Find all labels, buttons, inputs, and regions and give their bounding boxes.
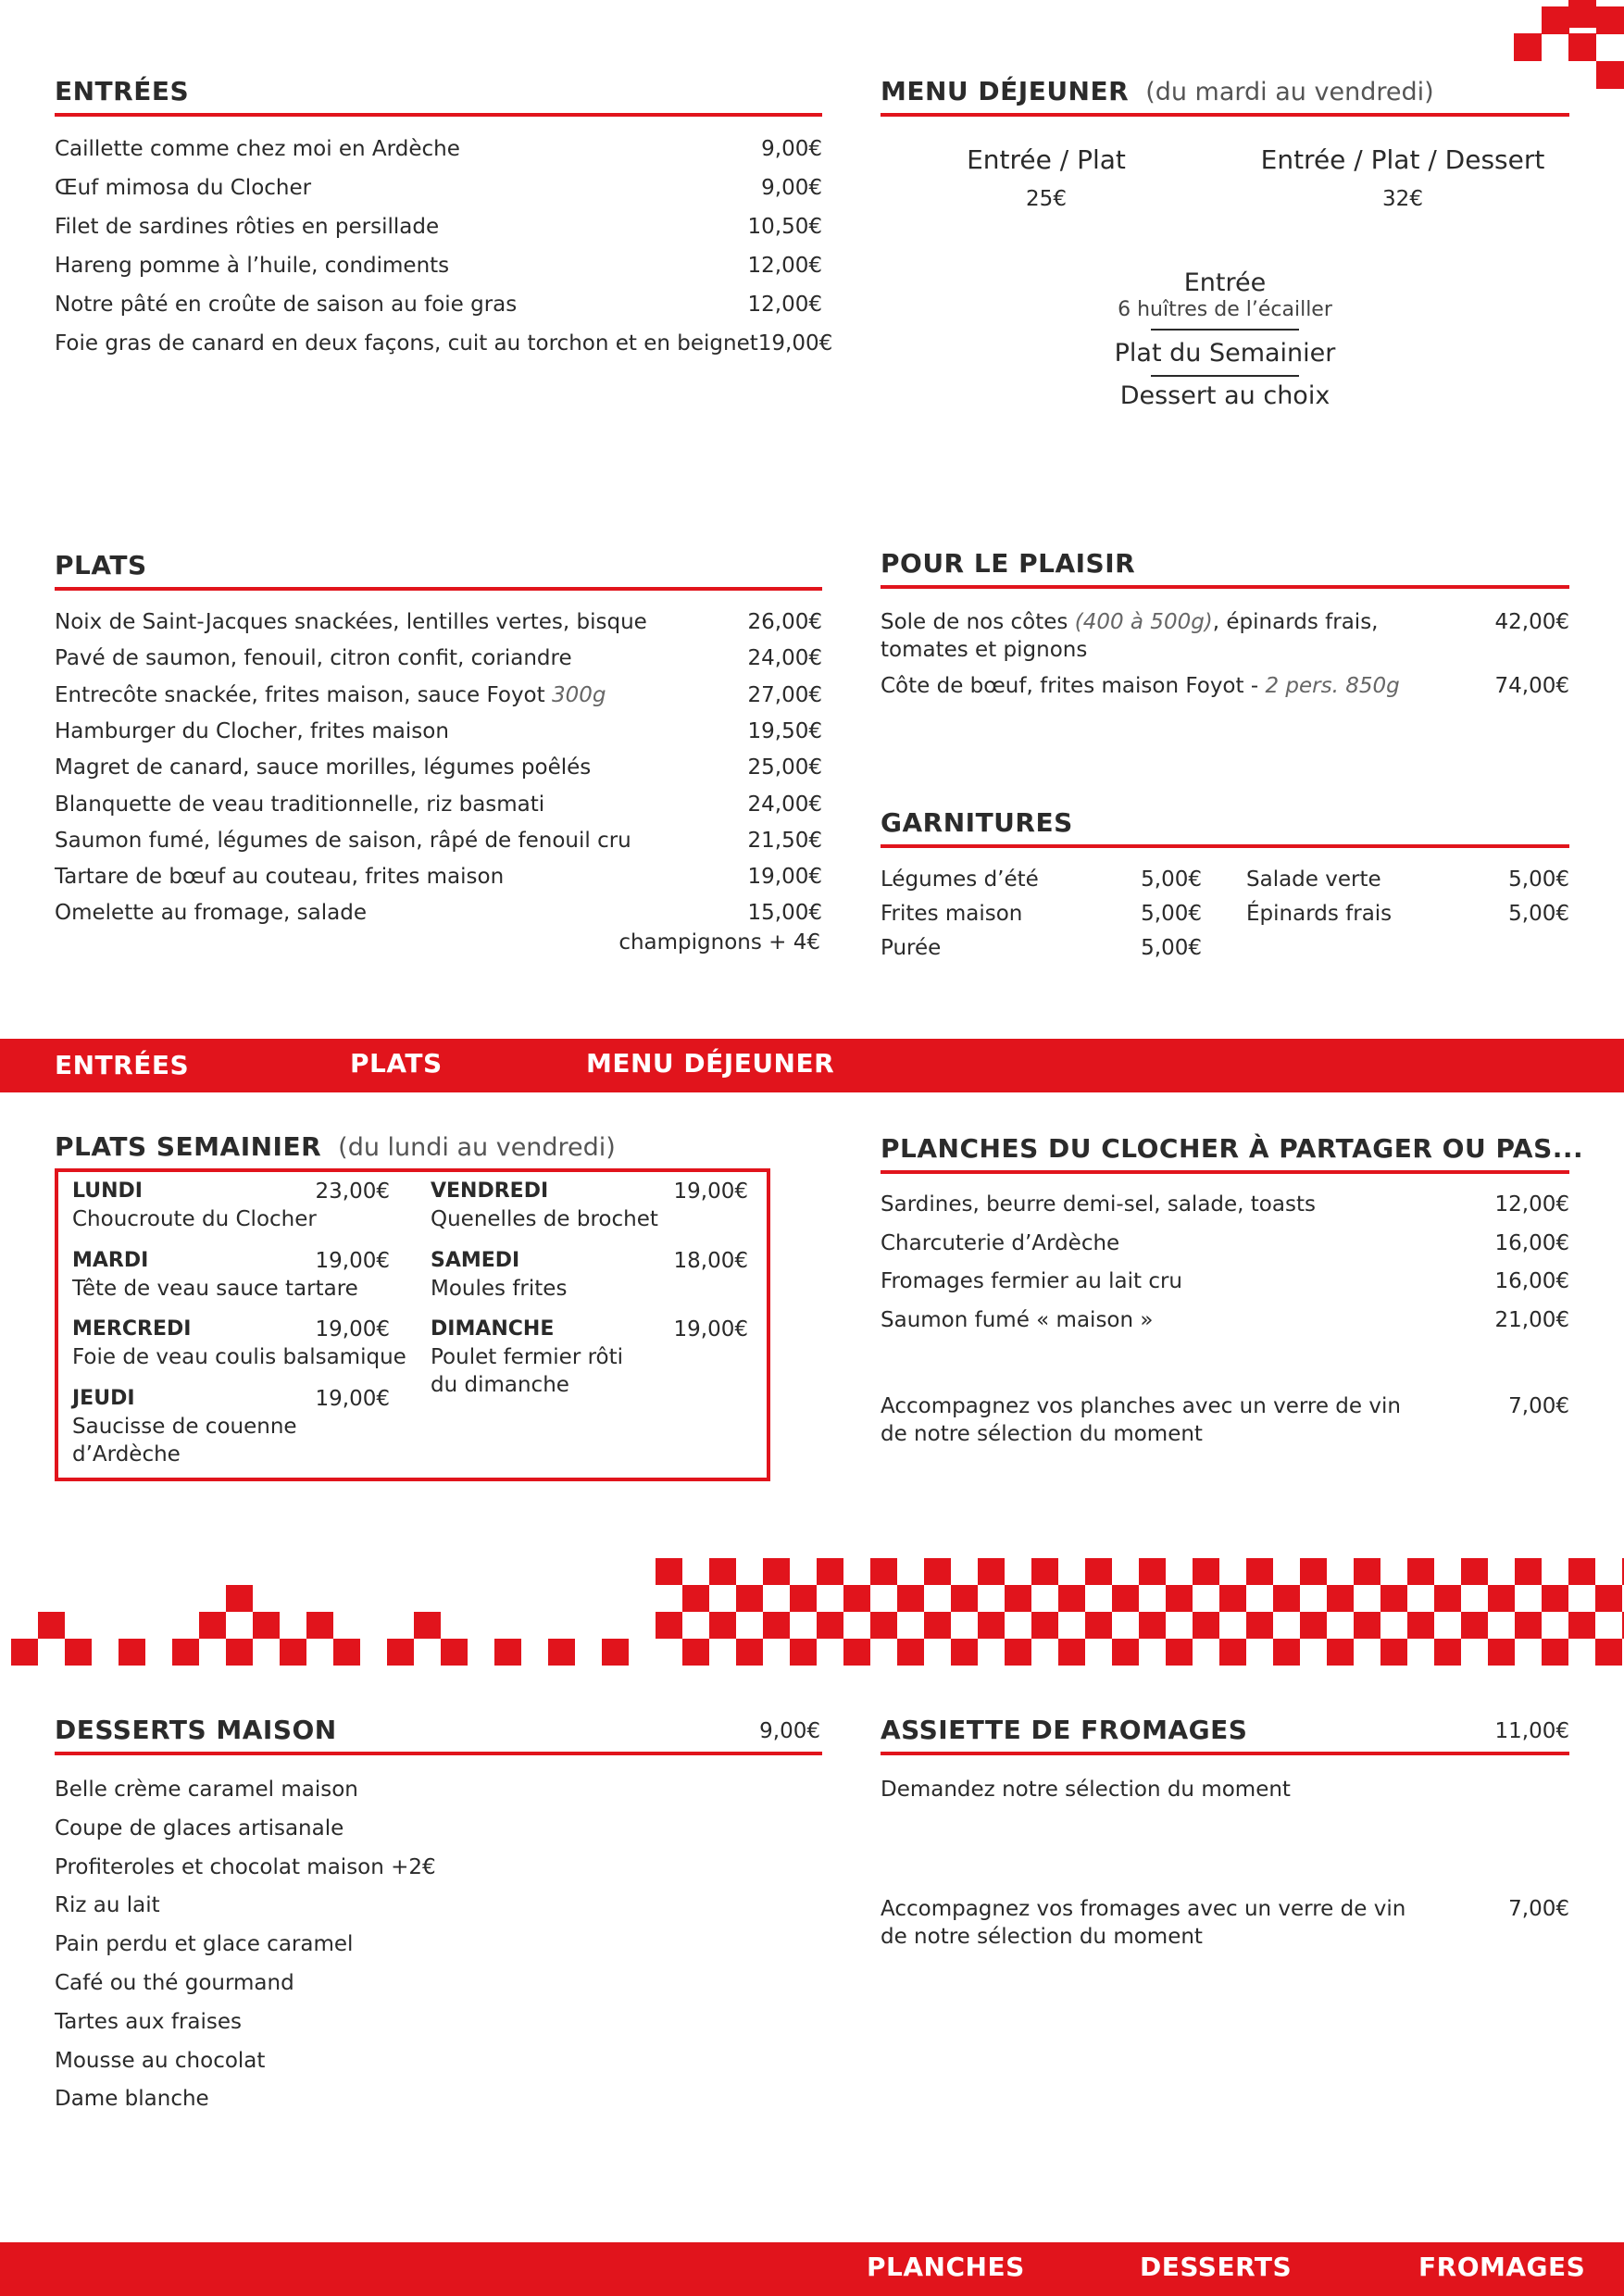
course-divider — [1151, 329, 1299, 331]
checker-square — [843, 1585, 870, 1612]
menu-item-row — [55, 863, 822, 891]
checker-square — [172, 1639, 199, 1666]
menu-item-name-text: Notre pâté en croûte de saison au foie gras — [55, 293, 518, 317]
course-divider — [1151, 375, 1299, 377]
menu-item-name — [881, 1191, 1316, 1218]
checker-square — [763, 1612, 790, 1639]
semainier-day-price: 18,00€ — [673, 1249, 748, 1273]
checker-square — [817, 1612, 843, 1639]
checker-square — [1219, 1585, 1246, 1612]
menu-item-name-text: Salade verte — [1246, 867, 1381, 892]
checker-square — [441, 1639, 468, 1666]
menu-item-name — [881, 934, 941, 962]
menu-item-name — [881, 900, 1022, 928]
menu-item-name — [55, 174, 311, 202]
menu-item-name-text: Caillette comme chez moi en Ardèche — [55, 137, 460, 161]
menu-item-price: 5,00€ — [1141, 902, 1202, 926]
formula-1-label: Entrée / Plat — [967, 144, 1126, 175]
menu-item-name-text: Sardines, beurre demi-sel, salade, toasts — [881, 1192, 1316, 1217]
checker-square — [548, 1639, 575, 1666]
dessert-item: Mousse au chocolat — [55, 2048, 266, 2073]
dessert-item: Profiteroles et chocolat maison +2€ — [55, 1854, 436, 1879]
nav-link-plats[interactable]: PLATS — [350, 1048, 443, 1079]
checker-square — [1380, 1585, 1407, 1612]
menu-item-price: 24,00€ — [747, 792, 822, 817]
plats-extra-note: champignons + 4€ — [618, 930, 820, 955]
checker-square — [387, 1639, 414, 1666]
menu-item-price: 27,00€ — [747, 682, 822, 707]
menu-item-name — [55, 827, 631, 855]
menu-item-price: 12,00€ — [747, 254, 822, 278]
checker-square — [1461, 1558, 1488, 1585]
checker-square — [1407, 1558, 1434, 1585]
menu-item-row — [55, 827, 822, 855]
menu-item-row — [55, 213, 822, 241]
checker-square — [1596, 61, 1624, 89]
menu-item-price: 16,00€ — [1494, 1230, 1569, 1255]
menu-item-name — [55, 644, 572, 672]
course-dessert: Dessert au choix — [1119, 381, 1330, 410]
checker-square — [38, 1612, 65, 1639]
semainier-day-name: VENDREDI — [431, 1179, 549, 1203]
menu-item-price: 26,00€ — [747, 610, 822, 634]
menu-item-price: 19,50€ — [747, 718, 822, 743]
menu-item-price: 12,00€ — [1494, 1192, 1569, 1217]
checker-square — [1058, 1585, 1085, 1612]
semainier-subtitle: (du lundi au vendredi) — [338, 1133, 616, 1162]
menu-item-name — [55, 718, 449, 745]
top-nav-band — [0, 1039, 1624, 1092]
menu-item-name-text: Légumes d’été — [881, 867, 1039, 892]
menu-dejeuner-title-text: MENU DÉJEUNER — [881, 76, 1130, 106]
checker-square — [843, 1639, 870, 1666]
menu-item-row — [55, 718, 822, 745]
menu-item-price: 19,00€ — [747, 865, 822, 890]
semainier-day-price: 19,00€ — [315, 1249, 390, 1273]
plaisir-item-1 — [881, 608, 1379, 664]
semainier-day — [72, 1247, 390, 1303]
semainier-day-name: MERCREDI — [72, 1317, 192, 1341]
semainier-day-dish: Choucroute du Clocher — [72, 1207, 317, 1231]
menu-item-name-text: Magret de canard, sauce morilles, légumes poêlés — [55, 755, 592, 780]
fromages-note: Demandez notre sélection du moment — [881, 1778, 1291, 1802]
checker-square — [1300, 1612, 1327, 1639]
checker-square — [1005, 1585, 1031, 1612]
menu-item-name — [1246, 866, 1381, 893]
checker-square — [951, 1639, 978, 1666]
menu-item-name-text: Blanquette de veau traditionnelle, riz basmati — [55, 792, 545, 817]
menu-item-name — [1246, 900, 1392, 928]
menu-item-row — [55, 791, 822, 818]
checker-square — [897, 1639, 924, 1666]
checker-square — [763, 1558, 790, 1585]
checker-square — [253, 1612, 280, 1639]
checker-square — [682, 1585, 709, 1612]
checker-square — [1031, 1558, 1058, 1585]
fromages-wine-line1: Accompagnez vos fromages avec un verre de vin — [881, 1897, 1406, 1921]
semainier-day — [72, 1316, 406, 1371]
fromages-wine-price: 7,00€ — [1508, 1897, 1569, 1921]
menu-item-price: 16,00€ — [1494, 1269, 1569, 1293]
checker-square — [1488, 1639, 1515, 1666]
menu-item-price: 21,50€ — [747, 828, 822, 853]
semainier-day-dish: Foie de veau coulis balsamique — [72, 1345, 406, 1369]
dessert-item: Tartes aux fraises — [55, 2009, 243, 2034]
menu-item-row — [55, 135, 822, 163]
checker-square — [1461, 1612, 1488, 1639]
menu-dejeuner-title — [881, 76, 1434, 106]
dessert-item: Café ou thé gourmand — [55, 1971, 294, 1995]
checker-square — [1327, 1585, 1354, 1612]
menu-item-row — [55, 252, 822, 280]
menu-item-price: 12,00€ — [747, 293, 822, 317]
semainier-day-dish: Poulet fermier rôti — [431, 1345, 624, 1369]
menu-item-name — [55, 754, 591, 781]
checker-square — [1434, 1639, 1461, 1666]
fromages-title: ASSIETTE DE FROMAGES — [881, 1715, 1248, 1745]
checker-square — [1031, 1612, 1058, 1639]
menu-item-name — [55, 899, 367, 927]
checker-square — [1354, 1612, 1380, 1639]
semainier-day-name: SAMEDI — [431, 1249, 520, 1272]
menu-item-row — [55, 330, 833, 357]
checker-square — [870, 1558, 897, 1585]
menu-item-name-text: Filet de sardines rôties en persillade — [55, 215, 440, 239]
menu-item-name — [881, 1306, 1153, 1334]
menu-item-name-text: Entrecôte snackée, frites maison, sauce Foyot — [55, 682, 545, 707]
checker-square — [226, 1639, 253, 1666]
plaisir-item-note: (400 à 500g) — [1074, 610, 1213, 634]
menu-item-row — [55, 899, 822, 927]
checker-square — [1568, 33, 1596, 61]
menu-item-name — [881, 1229, 1119, 1257]
semainier-title-text: PLATS SEMAINIER — [55, 1131, 322, 1162]
nav-link-desserts[interactable]: DESSERTS — [1140, 2252, 1293, 2282]
checker-square — [1542, 1639, 1568, 1666]
checker-square — [1085, 1558, 1112, 1585]
menu-item-price: 5,00€ — [1141, 936, 1202, 960]
plats-title: PLATS — [55, 550, 147, 580]
checker-square — [1246, 1612, 1273, 1639]
menu-item-price: 10,50€ — [747, 215, 822, 239]
menu-item-name — [55, 252, 449, 280]
semainier-day-dish: Tête de veau sauce tartare — [72, 1277, 358, 1301]
checker-square — [494, 1639, 521, 1666]
menu-item-price: 24,00€ — [747, 646, 822, 671]
menu-item-name-text: Charcuterie d’Ardèche — [881, 1230, 1120, 1255]
fromages-rule — [881, 1752, 1569, 1755]
semainier-day-price: 23,00€ — [315, 1179, 390, 1204]
desserts-rule — [55, 1752, 822, 1755]
planches-wine-price: 7,00€ — [1508, 1394, 1569, 1418]
menu-item-row — [881, 934, 1202, 962]
checker-square — [1139, 1612, 1166, 1639]
garnitures-title: GARNITURES — [881, 807, 1073, 838]
menu-item-name-text: Omelette au fromage, salade — [55, 901, 367, 926]
checker-square — [1273, 1585, 1300, 1612]
semainier-day-name: LUNDI — [72, 1179, 143, 1203]
checker-square — [656, 1612, 682, 1639]
menu-item-row — [55, 608, 822, 636]
menu-item-row — [881, 900, 1202, 928]
semainier-day-dish: d’Ardèche — [72, 1442, 181, 1466]
menu-item-name-text: Noix de Saint-Jacques snackées, lentilles vertes, bisque — [55, 610, 647, 634]
menu-item-name — [55, 291, 517, 318]
menu-item-name-text: Frites maison — [881, 902, 1023, 926]
checker-square — [1514, 33, 1542, 61]
fromages-wine-line2: de notre sélection du moment — [881, 1925, 1203, 1949]
checker-square — [1058, 1639, 1085, 1666]
menu-item-price: 19,00€ — [757, 331, 833, 356]
semainier-day — [431, 1316, 748, 1399]
semainier-day-dish: Moules frites — [431, 1277, 568, 1301]
checker-square — [1273, 1639, 1300, 1666]
checker-square — [1354, 1558, 1380, 1585]
menu-item-row — [881, 1191, 1569, 1218]
entrees-title: ENTRÉES — [55, 76, 190, 106]
checker-square — [280, 1639, 306, 1666]
menu-item-row — [881, 1306, 1569, 1334]
semainier-day — [431, 1178, 748, 1233]
dessert-item: Pain perdu et glace caramel — [55, 1932, 354, 1957]
menu-item-price: 21,00€ — [1494, 1307, 1569, 1332]
semainier-day-dish: Saucisse de couenne — [72, 1415, 297, 1439]
checker-square — [1568, 0, 1596, 28]
checker-square — [1515, 1558, 1542, 1585]
checker-square — [656, 1558, 682, 1585]
checker-square — [1407, 1612, 1434, 1639]
menu-item-name — [881, 1267, 1182, 1295]
menu-item-name-text: Épinards frais — [1246, 902, 1393, 926]
menu-item-price: 5,00€ — [1508, 867, 1569, 892]
fromages-price: 11,00€ — [1494, 1719, 1569, 1743]
fromages-wine-note — [881, 1895, 1405, 1951]
checker-square — [226, 1585, 253, 1612]
checker-square — [333, 1639, 360, 1666]
menu-item-name — [55, 330, 758, 357]
course-plat: Plat du Semainier — [1114, 339, 1336, 368]
menu-item-name-text: Purée — [881, 936, 942, 960]
formula-2-price: 32€ — [1382, 187, 1423, 211]
checker-square — [1327, 1639, 1354, 1666]
checker-square — [978, 1558, 1005, 1585]
checker-square — [306, 1612, 333, 1639]
menu-item-price: 5,00€ — [1508, 902, 1569, 926]
menu-item-row — [881, 1229, 1569, 1257]
checker-square — [736, 1585, 763, 1612]
menu-item-name-text: Foie gras de canard en deux façons, cuit au torchon et en beignet — [55, 331, 758, 356]
checker-square — [1488, 1585, 1515, 1612]
bottom-nav-band — [0, 2242, 1624, 2296]
menu-item-name-text: Hareng pomme à l’huile, condiments — [55, 254, 450, 278]
checker-square — [1542, 6, 1569, 34]
menu-item-row — [881, 866, 1202, 893]
menu-item-name — [881, 866, 1039, 893]
checker-square — [1595, 1639, 1622, 1666]
planches-rule — [881, 1170, 1569, 1174]
semainier-day-dish: Quenelles de brochet — [431, 1207, 658, 1231]
checker-square — [65, 1639, 92, 1666]
garnitures-rule — [881, 844, 1569, 848]
checker-square — [1300, 1558, 1327, 1585]
menu-item-note: 300g — [551, 682, 606, 707]
checker-square — [602, 1639, 629, 1666]
checker-square — [1193, 1612, 1219, 1639]
nav-link-entrees[interactable]: ENTRÉES — [55, 1050, 190, 1080]
menu-item-name-text: Saumon fumé « maison » — [881, 1307, 1154, 1332]
checker-square — [736, 1639, 763, 1666]
checker-square — [1246, 1558, 1273, 1585]
checker-square — [682, 1639, 709, 1666]
planches-wine-note — [881, 1392, 1401, 1448]
menu-item-row — [55, 174, 822, 202]
semainier-title — [55, 1131, 616, 1162]
checker-square — [951, 1585, 978, 1612]
checker-square — [11, 1639, 38, 1666]
semainier-day — [72, 1178, 390, 1233]
checker-square — [1112, 1639, 1139, 1666]
menu-item-row — [55, 291, 822, 318]
menu-item-price: 9,00€ — [761, 176, 822, 200]
checker-square — [1515, 1612, 1542, 1639]
checker-square — [199, 1612, 226, 1639]
checker-square — [1568, 1612, 1595, 1639]
formula-2-label: Entrée / Plat / Dessert — [1260, 144, 1545, 175]
menu-item-name — [55, 791, 544, 818]
plaisir-item-name: Sole de nos côtes — [881, 610, 1075, 634]
menu-item-name — [55, 681, 606, 709]
checker-square — [414, 1612, 441, 1639]
formula-1-price: 25€ — [1026, 187, 1067, 211]
desserts-title: DESSERTS MAISON — [55, 1715, 337, 1745]
menu-item-name-text: Tartare de bœuf au couteau, frites maison — [55, 865, 505, 890]
checker-square — [1596, 6, 1624, 34]
plaisir-item-line2: tomates et pignons — [881, 638, 1088, 662]
menu-dejeuner-rule — [881, 113, 1569, 117]
menu-item-row — [1246, 866, 1569, 893]
plaisir-item-name-cont: , épinards frais, — [1212, 610, 1379, 634]
menu-item-price: 9,00€ — [761, 137, 822, 161]
menu-item-name-text: Fromages fermier au lait cru — [881, 1269, 1182, 1293]
nav-link-menu-dejeuner[interactable]: MENU DÉJEUNER — [586, 1048, 835, 1079]
checker-square — [1595, 1585, 1622, 1612]
plaisir-rule — [881, 585, 1569, 589]
checker-square — [870, 1612, 897, 1639]
semainier-day-dish: du dimanche — [431, 1373, 569, 1397]
menu-item-row — [1246, 900, 1569, 928]
checker-square — [1193, 1558, 1219, 1585]
semainier-day-name: MARDI — [72, 1249, 149, 1272]
course-entree-detail: 6 huîtres de l’écailler — [1118, 298, 1332, 321]
checker-square — [1166, 1585, 1193, 1612]
semainier-day-price: 19,00€ — [673, 1317, 748, 1341]
menu-item-name — [55, 213, 439, 241]
checker-square — [1568, 1558, 1595, 1585]
entrees-rule — [55, 113, 822, 117]
nav-link-planches[interactable]: PLANCHES — [867, 2252, 1025, 2282]
menu-item-name-text: Saumon fumé, légumes de saison, râpé de fenouil cru — [55, 828, 631, 853]
dessert-item: Riz au lait — [55, 1893, 160, 1918]
planches-title: PLANCHES DU CLOCHER À PARTAGER OU PAS... — [881, 1133, 1584, 1164]
checker-square — [1085, 1612, 1112, 1639]
planches-wine-line2: de notre sélection du moment — [881, 1422, 1203, 1446]
menu-item-price: 15,00€ — [747, 901, 822, 926]
menu-item-row — [55, 644, 822, 672]
semainier-day — [431, 1247, 748, 1303]
checker-square — [709, 1612, 736, 1639]
planches-wine-line1: Accompagnez vos planches avec un verre de vin — [881, 1394, 1401, 1418]
checker-square — [1005, 1639, 1031, 1666]
menu-item-name-text: Pavé de saumon, fenouil, citron confit, coriandre — [55, 646, 572, 671]
dessert-item: Belle crème caramel maison — [55, 1778, 358, 1802]
semainier-day-price: 19,00€ — [315, 1317, 390, 1341]
checker-square — [709, 1558, 736, 1585]
checker-square — [897, 1585, 924, 1612]
checker-square — [790, 1639, 817, 1666]
checker-square — [1380, 1639, 1407, 1666]
desserts-price: 9,00€ — [759, 1719, 820, 1743]
menu-item-name — [55, 863, 504, 891]
plaisir-item-name: Côte de bœuf, frites maison Foyot - — [881, 674, 1266, 698]
menu-item-name-text: Hamburger du Clocher, frites maison — [55, 718, 449, 743]
checker-square — [978, 1612, 1005, 1639]
plaisir-item-note: 2 pers. 850g — [1265, 674, 1400, 698]
course-entree: Entrée — [1183, 268, 1267, 297]
plaisir-item-1-price: 42,00€ — [1494, 610, 1569, 634]
semainier-day-name: DIMANCHE — [431, 1317, 555, 1341]
menu-item-row — [881, 1267, 1569, 1295]
semainier-day-price: 19,00€ — [315, 1387, 390, 1411]
checker-square — [119, 1639, 145, 1666]
checker-square — [1542, 1585, 1568, 1612]
checker-square — [817, 1558, 843, 1585]
dessert-item: Coupe de glaces artisanale — [55, 1816, 344, 1841]
menu-item-row — [55, 681, 822, 709]
menu-item-name — [55, 135, 460, 163]
checker-square — [1434, 1585, 1461, 1612]
plaisir-item-2 — [881, 672, 1400, 700]
plaisir-item-2-price: 74,00€ — [1494, 674, 1569, 698]
menu-item-name-text: Œuf mimosa du Clocher — [55, 176, 312, 200]
menu-item-price: 25,00€ — [747, 755, 822, 780]
menu-item-row — [55, 754, 822, 781]
dessert-item: Dame blanche — [55, 2087, 209, 2112]
semainier-day-price: 19,00€ — [673, 1179, 748, 1204]
checker-square — [790, 1585, 817, 1612]
checker-square — [1139, 1558, 1166, 1585]
menu-item-name — [55, 608, 647, 636]
checker-square — [924, 1558, 951, 1585]
menu-dejeuner-subtitle: (du mardi au vendredi) — [1145, 78, 1434, 106]
semainier-day-name: JEUDI — [72, 1387, 135, 1410]
checker-square — [1112, 1585, 1139, 1612]
semainier-day — [72, 1385, 390, 1468]
checker-square — [1166, 1639, 1193, 1666]
plaisir-title: POUR LE PLAISIR — [881, 548, 1136, 579]
plats-rule — [55, 587, 822, 591]
nav-link-fromages[interactable]: FROMAGES — [1418, 2252, 1586, 2282]
menu-item-price: 5,00€ — [1141, 867, 1202, 892]
checker-square — [924, 1612, 951, 1639]
checker-square — [1219, 1639, 1246, 1666]
